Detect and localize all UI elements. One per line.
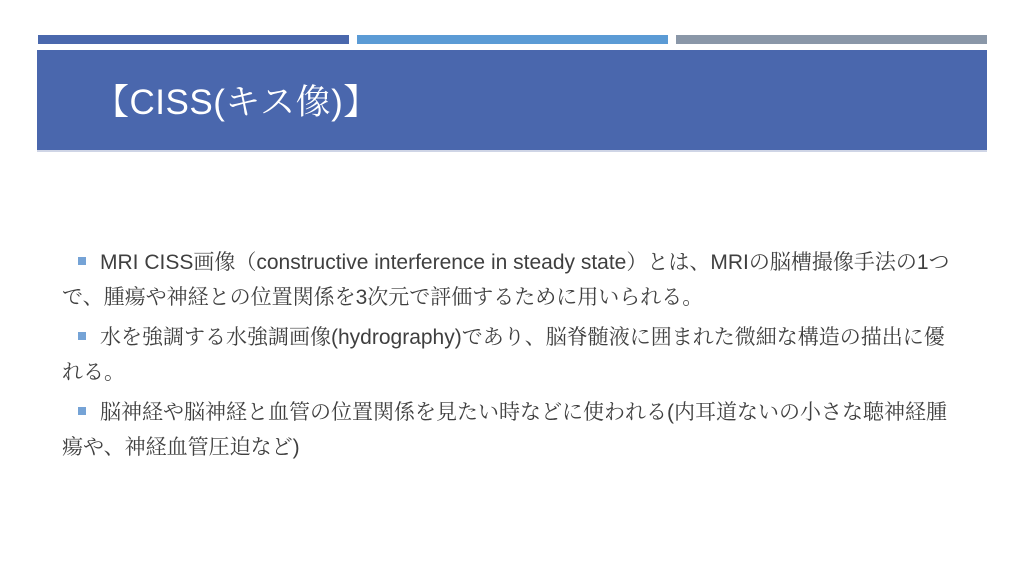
slide-title: 【CISS(キス像)】 bbox=[94, 83, 379, 122]
bullet-text: 脳神経や脳神経と血管の位置関係を見たい時などに使われる(内耳道ないの小さな聴神経腫瘍や、神経血管圧迫など) bbox=[62, 401, 947, 459]
accent-bars bbox=[38, 35, 987, 44]
bullet-item bbox=[62, 245, 952, 315]
accent-bar-middle bbox=[357, 35, 668, 44]
bullet-square-icon bbox=[78, 332, 86, 340]
bullet-text: MRI CISS画像（constructive interference in steady state）とは、MRIの脳槽撮像手法の1つで、腫瘍や神経との位置関係を3次元で評価するために用いられる。 bbox=[62, 251, 950, 309]
bullet-item bbox=[62, 395, 952, 465]
bullet-item bbox=[62, 320, 952, 390]
bullet-list bbox=[62, 245, 952, 470]
title-banner bbox=[37, 50, 987, 152]
bullet-text: 水を強調する水強調画像(hydrography)であり、脳脊髄液に囲まれた微細な構造の描出に優れる。 bbox=[62, 326, 945, 384]
accent-bar-left bbox=[38, 35, 349, 44]
accent-bar-right bbox=[676, 35, 987, 44]
bullet-square-icon bbox=[78, 407, 86, 415]
bullet-square-icon bbox=[78, 257, 86, 265]
